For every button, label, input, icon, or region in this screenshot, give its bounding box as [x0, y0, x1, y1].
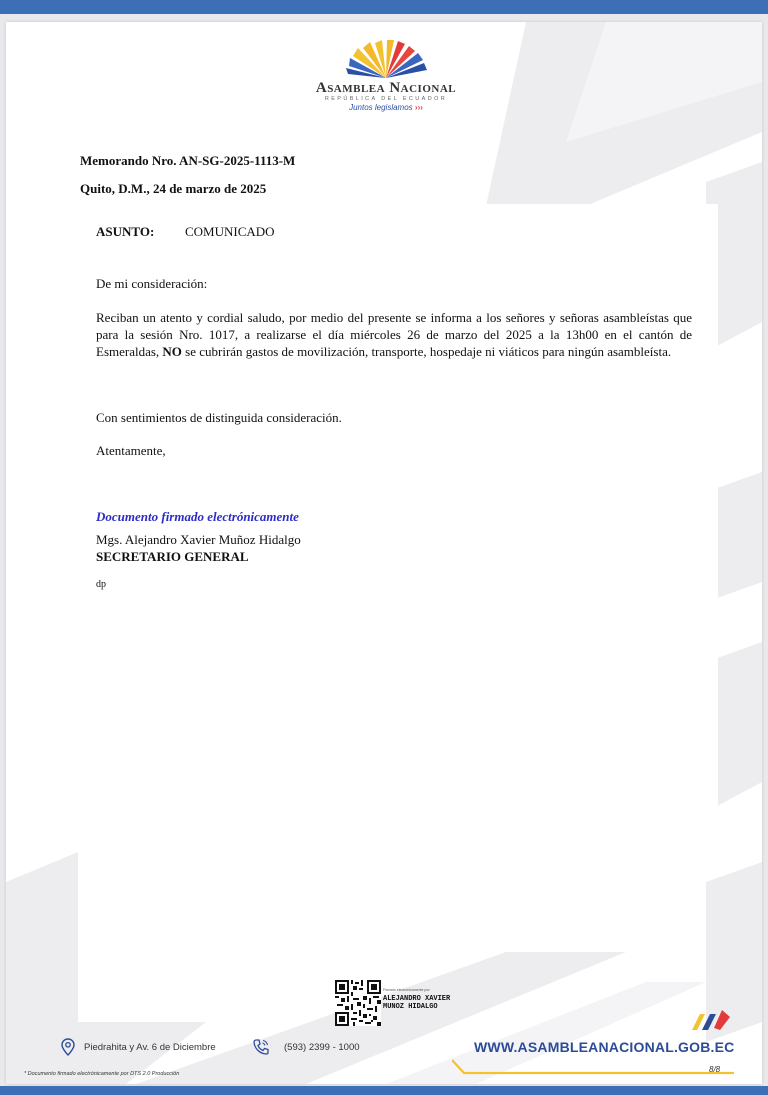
subject-value: COMUNICADO — [185, 224, 275, 239]
memo-page — [6, 22, 762, 1084]
qr-code-icon — [335, 980, 381, 1026]
greeting: De mi consideración: — [96, 276, 208, 291]
website-underline-decoration — [452, 1058, 734, 1076]
memo-place-date: Quito, D.M., 24 de marzo de 2025 — [80, 181, 267, 196]
phone-icon — [252, 1038, 270, 1056]
dts-note: * Documento firmado electrónicamente por DTS 2.0 Producción — [24, 1071, 180, 1077]
footer-phone: (593) 2399 - 1000 — [284, 1042, 360, 1053]
logo-name: Asamblea Nacional — [315, 80, 457, 96]
stamp-tiny-label: Firmado electrónicamente por: — [383, 988, 431, 992]
regards: Atentamente, — [96, 443, 166, 458]
bottom-blue-bar — [0, 1086, 768, 1095]
signature-stamp — [383, 995, 450, 1011]
memo-number: Memorando Nro. AN-SG-2025-1113-M — [80, 153, 296, 168]
logo-chevrons-icon: ››› — [414, 103, 423, 112]
stamp-line-2: MUNOZ HIDALGO — [383, 1003, 438, 1011]
memo-body-bold: NO — [162, 344, 182, 359]
top-blue-bar — [0, 0, 768, 14]
location-pin-icon — [61, 1038, 75, 1056]
memo-body-part1: Reciban un atento y cordial saludo, por medio del presente se informa a los señores y señoras asambleístas que para la sesión Nro. 1017, a realizarse el día miércoles 26 de marzo del 2025 a la 13h00 en el cantón de Esmeraldas, — [96, 310, 692, 359]
memo-body-part2: se cubrirán gastos de movilización, transporte, hospedaje ni viáticos para ningún asambleísta. — [181, 344, 672, 359]
logo-subtitle: REPÚBLICA DEL ECUADOR — [324, 96, 448, 102]
memo-body — [96, 309, 692, 360]
initials: dp — [96, 579, 106, 590]
signed-note: Documento firmado electrónicamente — [96, 509, 299, 524]
asamblea-logo — [306, 40, 466, 140]
closing: Con sentimientos de distinguida consideración. — [96, 410, 342, 425]
brand-arrows-icon — [688, 1002, 734, 1034]
signer-name: Mgs. Alejandro Xavier Muñoz Hidalgo — [96, 532, 301, 547]
stamp-line-1: ALEJANDRO XAVIER — [383, 995, 451, 1003]
footer-address: Piedrahita y Av. 6 de Diciembre — [84, 1042, 216, 1053]
feather-emblem-icon — [341, 40, 431, 80]
logo-motto — [306, 103, 466, 112]
footer-website[interactable]: WWW.ASAMBLEANACIONAL.GOB.EC — [474, 1039, 735, 1055]
signer-title: SECRETARIO GENERAL — [96, 549, 249, 564]
logo-motto-text: Juntos legislamos — [349, 103, 413, 112]
page-number: 8/8 — [709, 1065, 721, 1074]
subject-label: ASUNTO: — [96, 224, 155, 239]
